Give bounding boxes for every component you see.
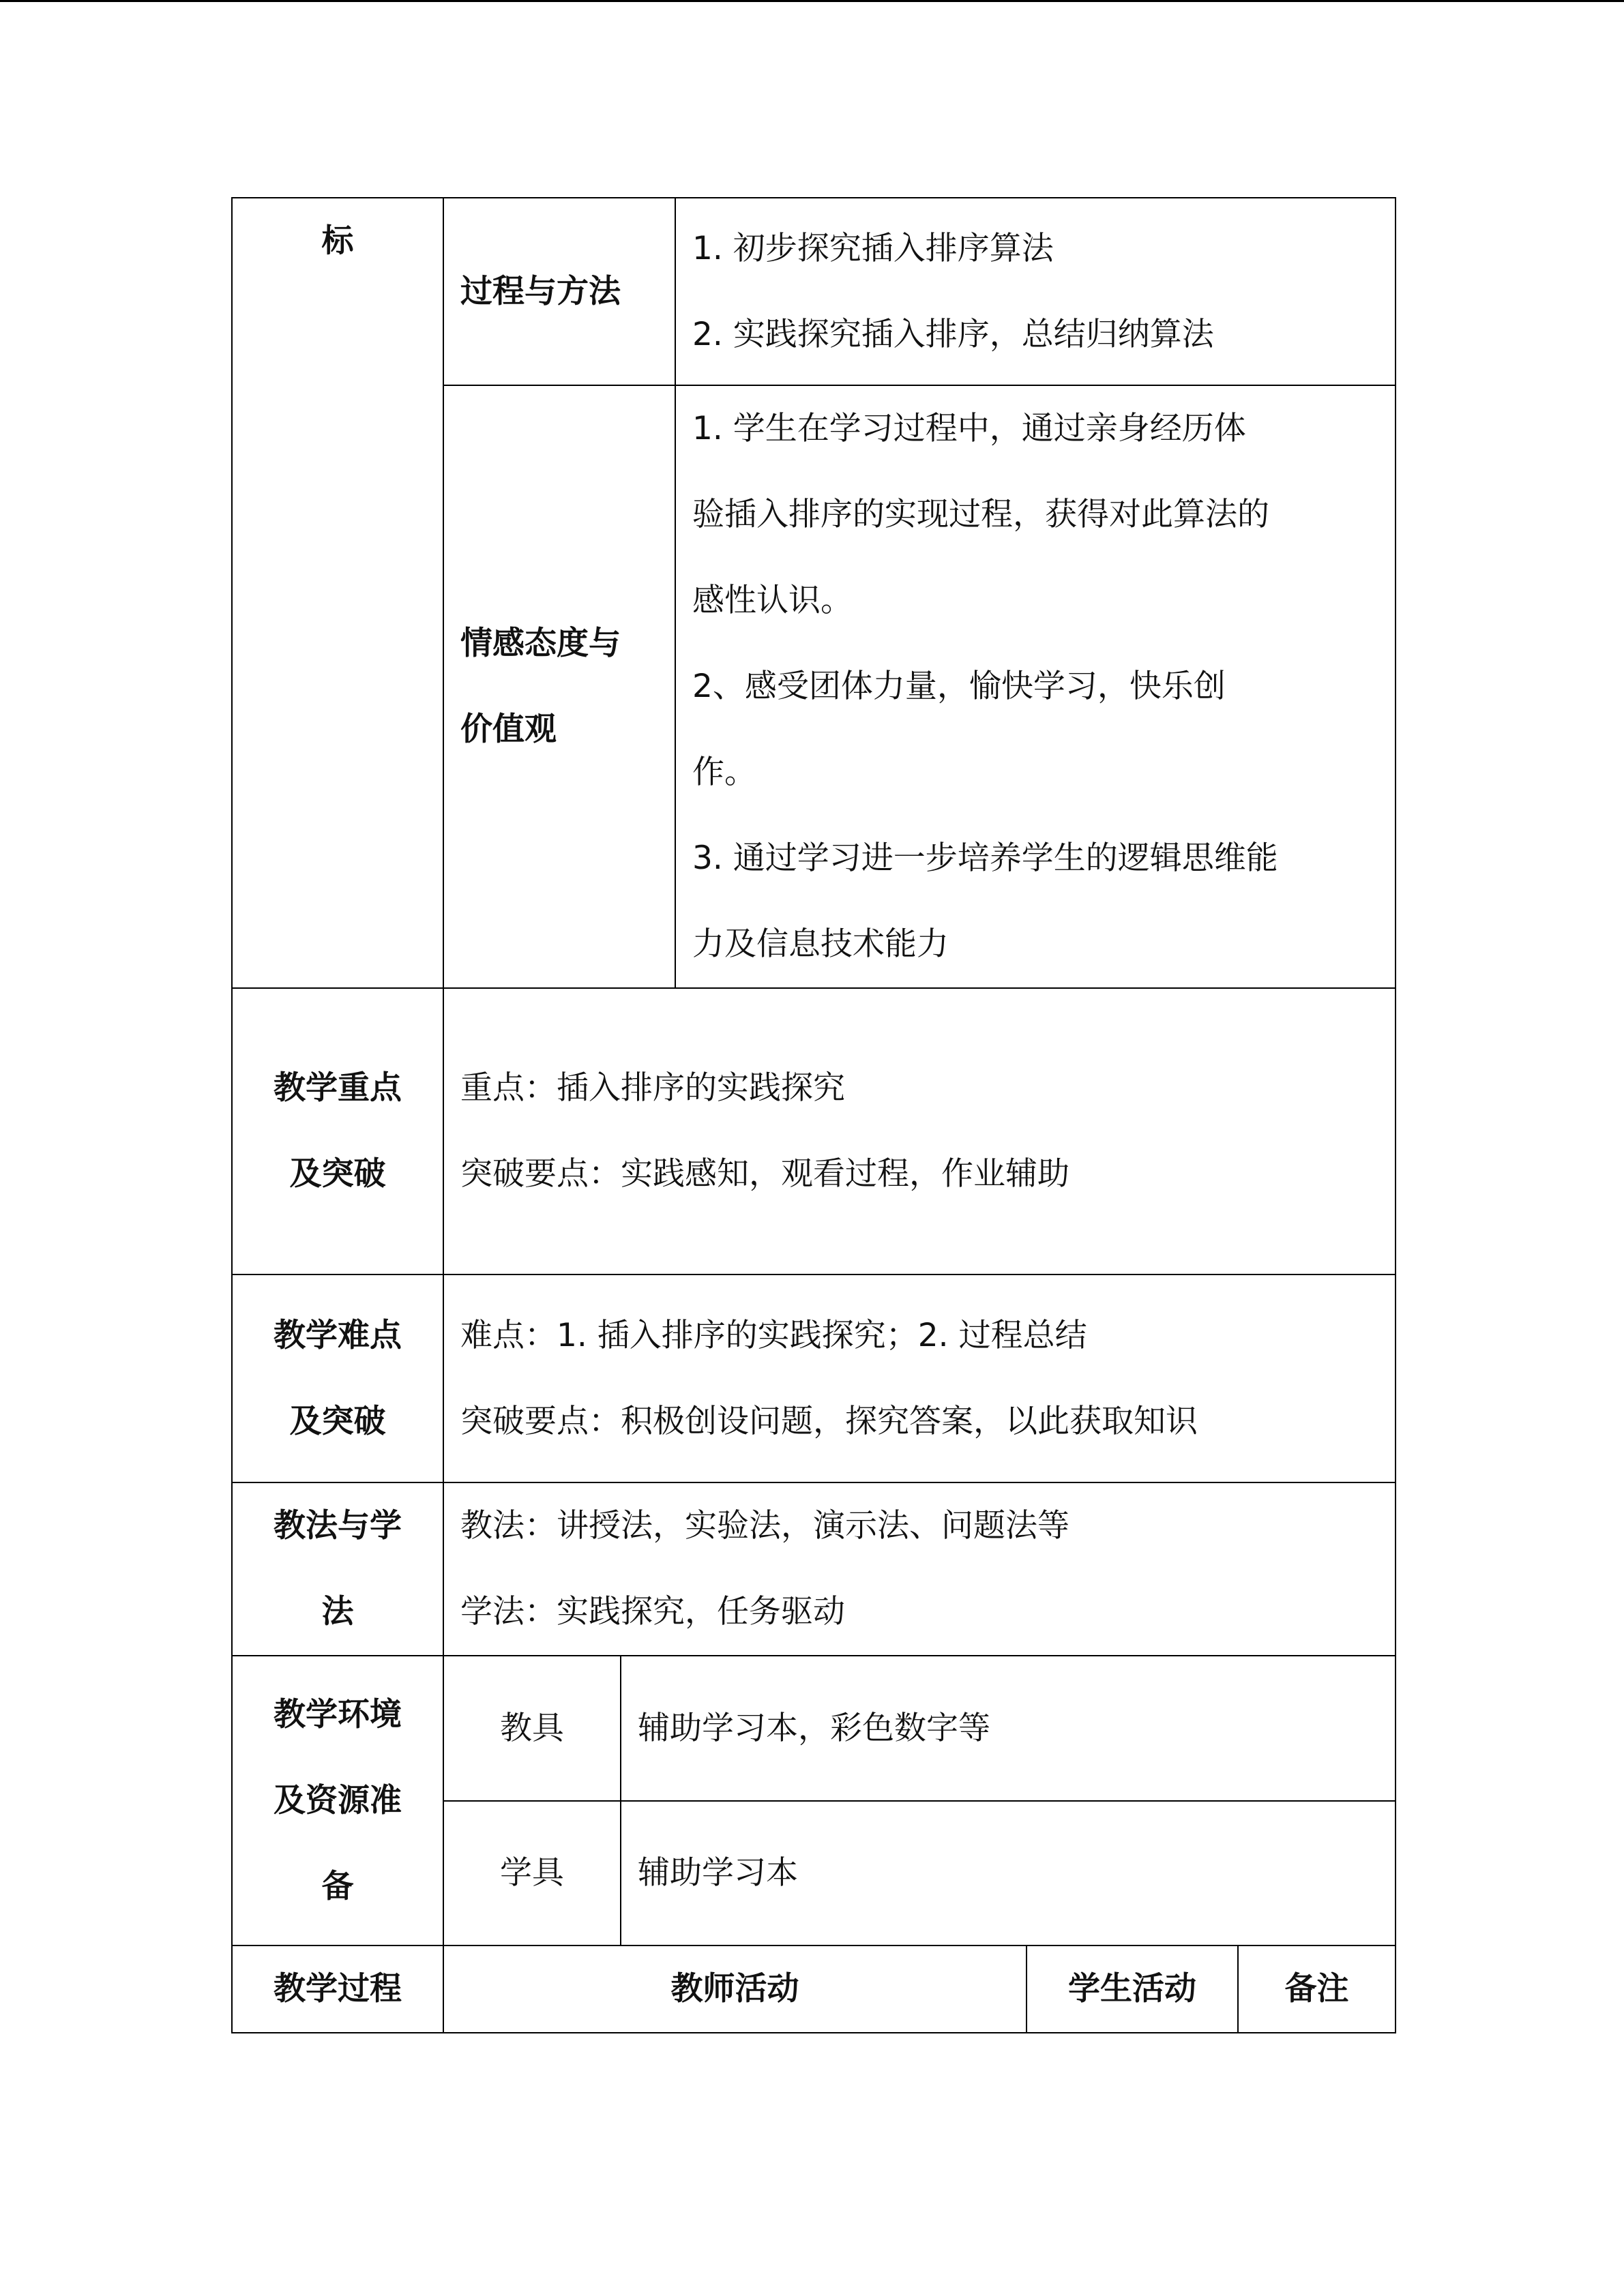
- student-tools-label: 学具: [443, 1801, 621, 1945]
- process-method-label: 过程与方法: [443, 198, 675, 385]
- emotion-values-content: [675, 385, 1396, 988]
- page-top-border: [0, 0, 1624, 2]
- row-methods: [232, 1482, 1396, 1656]
- methods-label: [232, 1482, 443, 1656]
- teacher-tools-label: 教具: [443, 1656, 621, 1801]
- emotion-label-line-2: 价值观: [460, 711, 557, 748]
- methods-content: [443, 1482, 1396, 1656]
- methods-label-line-1: 教法与学: [274, 1507, 402, 1545]
- row-teaching-process: [232, 1945, 1396, 2033]
- environment-label-line-1: 教学环境: [274, 1695, 402, 1733]
- environment-label-line-2: 及资源准: [274, 1781, 402, 1819]
- process-line-1: 1. 初步探究插入排序算法: [692, 229, 1054, 267]
- key-points-line-2: 突破要点：实践感知，观看过程，作业辅助: [460, 1155, 1069, 1193]
- lesson-plan-table: [231, 197, 1396, 2033]
- row-teacher-tools: [232, 1656, 1396, 1801]
- process-line-2: 2. 实践探究插入排序，总结归纳算法: [692, 315, 1214, 353]
- key-points-line-1: 重点：插入排序的实践探究: [460, 1069, 845, 1107]
- emotion-label-line-1: 情感态度与: [460, 625, 621, 662]
- teacher-tools-value: 辅助学习本，彩色数字等: [621, 1656, 1396, 1801]
- difficulties-label-line-1: 教学难点: [274, 1316, 402, 1354]
- emotion-line-2: 验插入排序的实现过程，获得对此算法的: [692, 496, 1269, 533]
- key-points-label: [232, 988, 443, 1274]
- key-points-label-line-1: 教学重点: [274, 1069, 402, 1107]
- methods-line-1: 教法：讲授法，实验法，演示法、问题法等: [460, 1507, 1069, 1545]
- student-activity-header: 学生活动: [1027, 1945, 1238, 2033]
- emotion-line-3: 感性认识。: [692, 582, 853, 619]
- goal-header: 标: [321, 222, 354, 260]
- row-key-points: [232, 988, 1396, 1274]
- methods-label-line-2: 法: [321, 1593, 354, 1630]
- difficulties-line-2: 突破要点：积极创设问题，探究答案，以此获取知识: [460, 1402, 1198, 1440]
- student-tools-value: 辅助学习本: [621, 1801, 1396, 1945]
- emotion-line-6: 3. 通过学习进一步培养学生的逻辑思维能: [692, 839, 1278, 877]
- methods-line-2: 学法：实践探究，任务驱动: [460, 1593, 845, 1630]
- key-points-label-line-2: 及突破: [289, 1155, 386, 1193]
- key-points-content: [443, 988, 1396, 1274]
- teaching-process-label: 教学过程: [232, 1945, 443, 2033]
- emotion-line-5: 作。: [692, 754, 756, 791]
- difficulties-line-1: 难点：1. 插入排序的实践探究；2. 过程总结: [460, 1316, 1087, 1354]
- lesson-plan-table-wrapper: [231, 197, 1396, 2033]
- row-difficulties: [232, 1274, 1396, 1482]
- goal-header-cell: [232, 198, 443, 988]
- difficulties-label-line-2: 及突破: [289, 1402, 386, 1440]
- teacher-activity-header: 教师活动: [443, 1945, 1027, 2033]
- row-process-method: [232, 198, 1396, 385]
- process-method-content: [675, 198, 1396, 385]
- emotion-values-label: [443, 385, 675, 988]
- environment-label: [232, 1656, 443, 1945]
- difficulties-label: [232, 1274, 443, 1482]
- emotion-line-7: 力及信息技术能力: [692, 925, 949, 963]
- environment-label-line-3: 备: [321, 1867, 354, 1905]
- notes-header: 备注: [1238, 1945, 1396, 2033]
- emotion-line-4: 2、感受团体力量，愉快学习，快乐创: [692, 668, 1226, 705]
- difficulties-content: [443, 1274, 1396, 1482]
- emotion-line-1: 1. 学生在学习过程中，通过亲身经历体: [692, 410, 1246, 447]
